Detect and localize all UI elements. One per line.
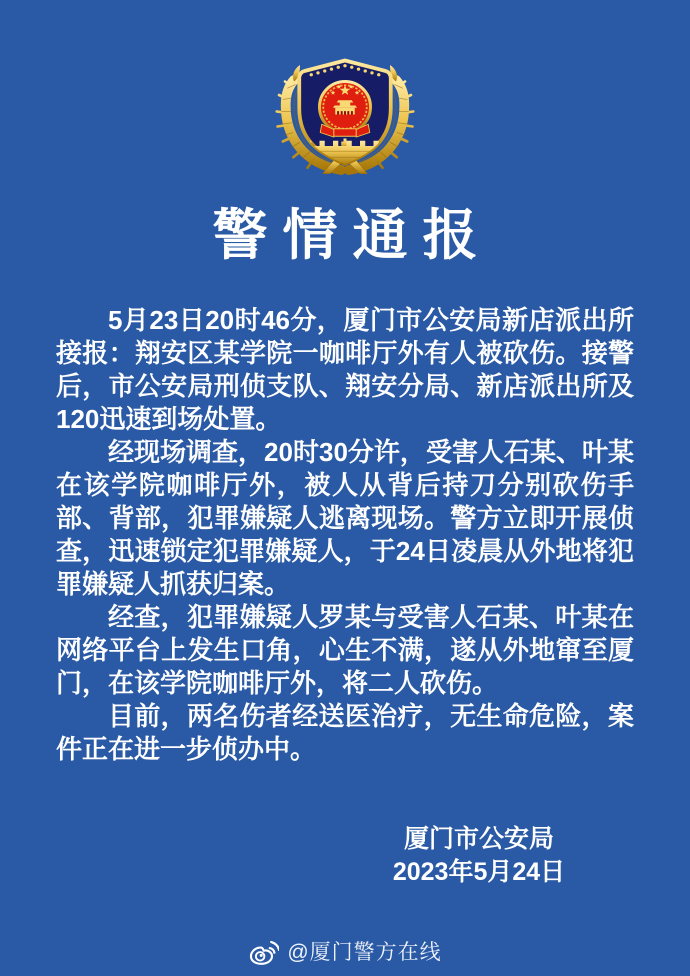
- footer: [0, 936, 690, 966]
- weibo-icon: [248, 938, 279, 965]
- notice-paragraph-1: 5月23日20时46分，厦门市公安局新店派出所接报：翔安区某学院一咖啡厅外有人被砍伤。接警后，市公安局刑侦支队、翔安分局、新店派出所及120迅速到场处置。: [56, 305, 634, 434]
- issuing-agency: 厦门市公安局: [403, 825, 554, 853]
- signature-block: [344, 823, 614, 889]
- notice-paragraph-2: 经现场调查，20时30分许，受害人石某、叶某在该学院咖啡厅外，被人从背后持刀分别砍伤手部、背部，犯罪嫌疑人逃离现场。警方立即开展侦查，迅速锁定犯罪嫌疑人，于24日凌晨从外地将犯罪嫌疑人抓获归案。: [56, 437, 634, 599]
- notice-body: [0, 304, 690, 766]
- police-badge-icon: [270, 53, 420, 176]
- notice-paragraph-4: 目前，两名伤者经送医治疗，无生命危险，案件正在进一步侦办中。: [56, 701, 634, 764]
- notice-title: 警情通报: [212, 204, 493, 266]
- notice-paragraph-3: 经查，犯罪嫌疑人罗某与受害人石某、叶某在网络平台上发生口角，心生不满，遂从外地窜至厦门，在该学院咖啡厅外，将二人砍伤。: [56, 602, 634, 698]
- issue-date: 2023年5月24日: [392, 858, 566, 886]
- weibo-handle: @厦门警方在线: [287, 941, 442, 964]
